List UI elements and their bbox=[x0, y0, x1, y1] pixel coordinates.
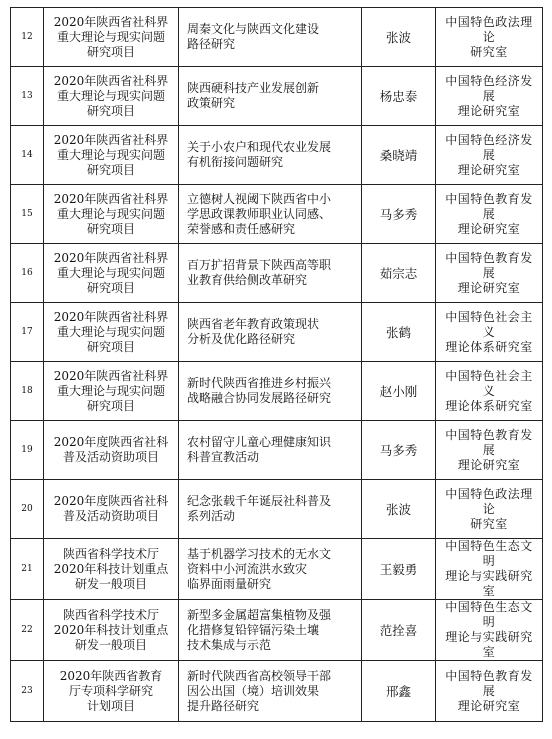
project-leader-cell: 桑晓靖 bbox=[362, 126, 436, 185]
row-number-cell: 20 bbox=[11, 480, 44, 539]
project-title-cell: 周秦文化与陕西文化建设 路径研究 bbox=[179, 8, 362, 67]
research-unit-cell: 中国特色教育发展 理论研究室 bbox=[436, 661, 543, 722]
project-title-cell: 基于机器学习技术的无水文 资料中小河流洪水致灾 临界面雨量研究 bbox=[179, 539, 362, 600]
table-row bbox=[11, 67, 543, 126]
research-unit-cell: 中国特色教育发展 理论研究室 bbox=[436, 421, 543, 480]
table-row bbox=[11, 126, 543, 185]
table-row bbox=[11, 480, 543, 539]
row-number-cell: 19 bbox=[11, 421, 44, 480]
project-leader-cell: 马多秀 bbox=[362, 421, 436, 480]
project-category-cell: 2020年度陕西省社科 普及活动资助项目 bbox=[44, 480, 179, 539]
project-title-cell: 新时代陕西省推进乡村振兴 战略融合协同发展路径研究 bbox=[179, 362, 362, 421]
table-row bbox=[11, 539, 543, 600]
research-unit-cell: 中国特色教育发展 理论研究室 bbox=[436, 244, 543, 303]
table-row bbox=[11, 661, 543, 722]
project-title-cell: 百万扩招背景下陕西高等职 业教育供给侧改革研究 bbox=[179, 244, 362, 303]
project-title-cell: 新型多金属超富集植物及强 化措修复铅锌镉污染土壤 技术集成与示范 bbox=[179, 600, 362, 661]
project-category-cell: 2020年陕西省教育 厅专项科学研究 计划项目 bbox=[44, 661, 179, 722]
row-number-cell: 13 bbox=[11, 67, 44, 126]
project-category-cell: 2020年陕西省社科界 重大理论与现实问题 研究项目 bbox=[44, 67, 179, 126]
row-number-cell: 22 bbox=[11, 600, 44, 661]
project-title-cell: 新时代陕西省高校领导干部 因公出国（境）培训效果 提升路径研究 bbox=[179, 661, 362, 722]
project-leader-cell: 王毅勇 bbox=[362, 539, 436, 600]
row-number-cell: 16 bbox=[11, 244, 44, 303]
project-leader-cell: 张鹤 bbox=[362, 303, 436, 362]
table-row bbox=[11, 244, 543, 303]
project-leader-cell: 范拴喜 bbox=[362, 600, 436, 661]
project-leader-cell: 杨忠泰 bbox=[362, 67, 436, 126]
table-row bbox=[11, 421, 543, 480]
table-row bbox=[11, 185, 543, 244]
project-leader-cell: 赵小刚 bbox=[362, 362, 436, 421]
project-title-cell: 陕西省老年教育政策现状 分析及优化路径研究 bbox=[179, 303, 362, 362]
project-category-cell: 2020年陕西省社科界 重大理论与现实问题 研究项目 bbox=[44, 185, 179, 244]
project-leader-cell: 张波 bbox=[362, 8, 436, 67]
project-category-cell: 2020年度陕西省社科 普及活动资助项目 bbox=[44, 421, 179, 480]
research-unit-cell: 中国特色政法理论 研究室 bbox=[436, 480, 543, 539]
project-leader-cell: 邢鑫 bbox=[362, 661, 436, 722]
table-row bbox=[11, 303, 543, 362]
row-number-cell: 12 bbox=[11, 8, 44, 67]
project-title-cell: 关于小农户和现代农业发展 有机衔接问题研究 bbox=[179, 126, 362, 185]
project-leader-cell: 张波 bbox=[362, 480, 436, 539]
research-unit-cell: 中国特色生态文明 理论与实践研究室 bbox=[436, 600, 543, 661]
table-row bbox=[11, 8, 543, 67]
project-leader-cell: 马多秀 bbox=[362, 185, 436, 244]
row-number-cell: 18 bbox=[11, 362, 44, 421]
row-number-cell: 14 bbox=[11, 126, 44, 185]
project-title-cell: 农村留守儿童心理健康知识 科普宣教活动 bbox=[179, 421, 362, 480]
table-row bbox=[11, 362, 543, 421]
project-category-cell: 2020年陕西省社科界 重大理论与现实问题 研究项目 bbox=[44, 303, 179, 362]
project-category-cell: 2020年陕西省社科界 重大理论与现实问题 研究项目 bbox=[44, 362, 179, 421]
project-category-cell: 2020年陕西省社科界 重大理论与现实问题 研究项目 bbox=[44, 126, 179, 185]
table-row bbox=[11, 600, 543, 661]
research-unit-cell: 中国特色政法理论 研究室 bbox=[436, 8, 543, 67]
row-number-cell: 17 bbox=[11, 303, 44, 362]
project-category-cell: 2020年陕西省社科界 重大理论与现实问题 研究项目 bbox=[44, 8, 179, 67]
project-leader-cell: 茹宗志 bbox=[362, 244, 436, 303]
project-table bbox=[10, 7, 543, 722]
research-unit-cell: 中国特色社会主义 理论体系研究室 bbox=[436, 303, 543, 362]
row-number-cell: 21 bbox=[11, 539, 44, 600]
research-unit-cell: 中国特色经济发展 理论研究室 bbox=[436, 67, 543, 126]
research-unit-cell: 中国特色教育发展 理论研究室 bbox=[436, 185, 543, 244]
row-number-cell: 23 bbox=[11, 661, 44, 722]
project-title-cell: 纪念张载千年诞辰社科普及 系列活动 bbox=[179, 480, 362, 539]
project-category-cell: 陕西省科学技术厅 2020年科技计划重点 研发一般项目 bbox=[44, 539, 179, 600]
research-unit-cell: 中国特色社会主义 理论体系研究室 bbox=[436, 362, 543, 421]
project-category-cell: 2020年陕西省社科界 重大理论与现实问题 研究项目 bbox=[44, 244, 179, 303]
project-category-cell: 陕西省科学技术厅 2020年科技计划重点 研发一般项目 bbox=[44, 600, 179, 661]
research-unit-cell: 中国特色经济发展 理论研究室 bbox=[436, 126, 543, 185]
project-title-cell: 立德树人视阈下陕西省中小 学思政课教师职业认同感、 荣誉感和责任感研究 bbox=[179, 185, 362, 244]
row-number-cell: 15 bbox=[11, 185, 44, 244]
project-title-cell: 陕西硬科技产业发展创新 政策研究 bbox=[179, 67, 362, 126]
project-table-body bbox=[11, 8, 543, 722]
research-unit-cell: 中国特色生态文明 理论与实践研究室 bbox=[436, 539, 543, 600]
